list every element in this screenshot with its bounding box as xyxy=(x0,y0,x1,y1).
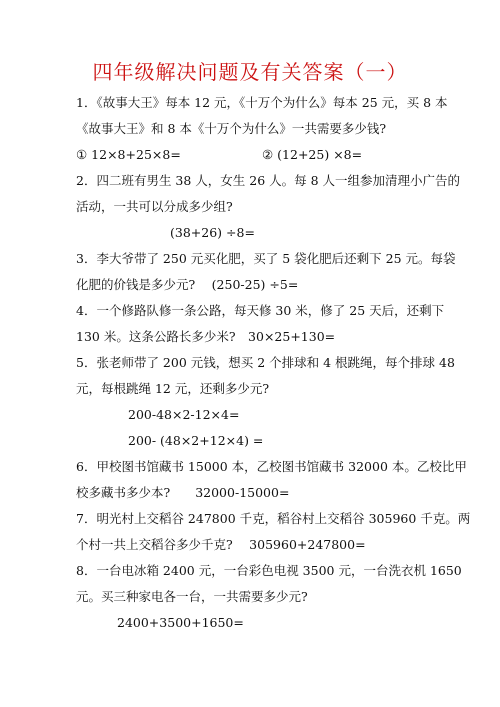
q8-answer: 2400+3500+1650= xyxy=(117,615,244,630)
q5-line1: 5．张老师带了 200 元钱，想买 2 个排球和 4 根跳绳，每个排球 48 xyxy=(76,355,455,370)
q1-line2: 《故事大王》和 8 本《十万个为什么》一共需要多少钱? xyxy=(76,121,387,136)
q4-line1: 4．一个修路队修一条公路，每天修 30 米，修了 25 天后，还剩下 xyxy=(76,303,445,318)
q1-answer-row xyxy=(76,146,363,164)
q5-line2: 元，每根跳绳 12 元，还剩多少元? xyxy=(76,381,270,396)
q1-line1: 1．《故事大王》每本 12 元，《十万个为什么》每本 25 元，买 8 本 xyxy=(76,95,448,110)
page-title: 四年级解决问题及有关答案（一） xyxy=(92,60,408,84)
q8-line2: 元。买三种家电各一台，一共需要多少元? xyxy=(76,589,308,604)
q3-line2: 化肥的价钱是多少元? (250-25) ÷5= xyxy=(76,277,299,292)
q5-answer-1: 200-48×2-12×4= xyxy=(128,407,240,422)
q2-line2: 活动，一共可以分成多少组? xyxy=(76,199,233,214)
q7-line1: 7．明光村上交稻谷 247800 千克，稻谷村上交稻谷 305960 千克。两 xyxy=(76,511,471,526)
q3-line1: 3．李大爷带了 250 元买化肥，买了 5 袋化肥后还剩下 25 元。每袋 xyxy=(76,251,456,266)
q2-answer: (38+26) ÷8= xyxy=(170,225,255,240)
q7-line2: 个村一共上交稻谷多少千克? 305960+247800= xyxy=(76,537,366,552)
q4-line2: 130 米。这条公路长多少米? 30×25+130= xyxy=(76,329,336,344)
q5-answer-2: 200- (48×2+12×4) = xyxy=(128,433,264,448)
q8-line1: 8．一台电冰箱 2400 元，一台彩色电视 3500 元，一台洗衣机 1650 xyxy=(76,563,462,578)
q2-line1: 2．四二班有男生 38 人，女生 26 人。每 8 人一组参加清理小广告的 xyxy=(76,173,461,188)
q1-answer-1: ① 12×8+25×8= xyxy=(76,147,181,162)
q1-answer-2: ② (12+25) ×8= xyxy=(262,147,363,162)
q6-line1: 6．甲校图书馆藏书 15000 本，乙校图书馆藏书 32000 本。乙校比甲 xyxy=(76,459,467,474)
q6-line2: 校多藏书多少本? 32000-15000= xyxy=(76,485,290,500)
